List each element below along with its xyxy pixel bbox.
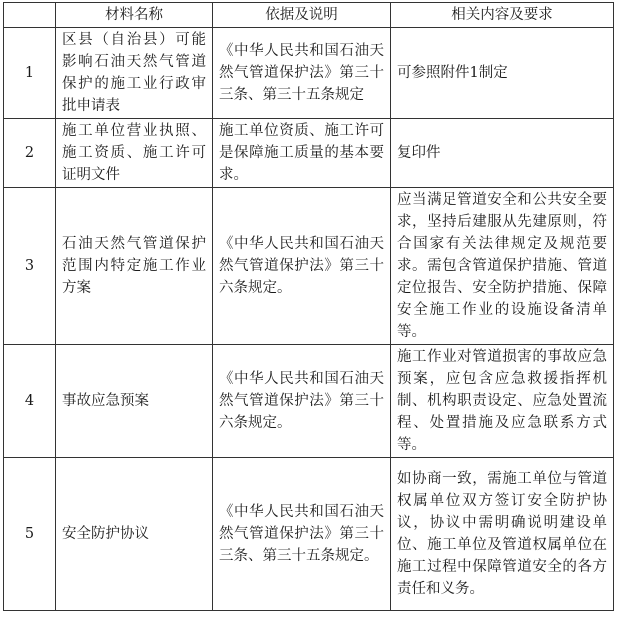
table-row — [4, 188, 614, 345]
row-basis: 《中华人民共和国石油天然气管道保护法》第三十六条规定。 — [213, 188, 391, 345]
row-requirements: 施工作业对管道损害的事故应急预案，应包含应急救援指挥机制、机构职责设定、应急处置流程、处置措施及应急联系方式等。 — [391, 345, 614, 458]
row-material-name: 施工单位营业执照、施工资质、施工许可证明文件 — [56, 119, 213, 188]
row-basis: 施工单位资质、施工许可是保障施工质量的基本要求。 — [213, 119, 391, 188]
table-row — [4, 28, 614, 119]
table-row — [4, 119, 614, 188]
row-index: 5 — [4, 458, 56, 611]
row-material-name: 区县（自治县）可能影响石油天然气管道保护的施工业行政审批申请表 — [56, 28, 213, 119]
row-requirements: 可参照附件1制定 — [391, 28, 614, 119]
row-index: 3 — [4, 188, 56, 345]
header-material-name: 材料名称 — [56, 3, 213, 28]
row-requirements: 如协商一致，需施工单位与管道权属单位双方签订安全防护协议，协议中需明确说明建设单位、施工单位及管道权属单位在施工过程中保障管道安全的各方责任和义务。 — [391, 458, 614, 611]
row-material-name: 安全防护协议 — [56, 458, 213, 611]
table-header-row — [4, 3, 614, 28]
row-index: 2 — [4, 119, 56, 188]
row-material-name: 事故应急预案 — [56, 345, 213, 458]
row-index: 1 — [4, 28, 56, 119]
materials-table — [3, 2, 614, 611]
header-requirements: 相关内容及要求 — [391, 3, 614, 28]
row-requirements: 复印件 — [391, 119, 614, 188]
header-basis: 依据及说明 — [213, 3, 391, 28]
table-row — [4, 458, 614, 611]
row-basis: 《中华人民共和国石油天然气管道保护法》第三十三条、第三十五条规定。 — [213, 458, 391, 611]
header-index — [4, 3, 56, 28]
row-index: 4 — [4, 345, 56, 458]
row-requirements: 应当满足管道安全和公共安全要求，坚持后建服从先建原则，符合国家有关法律规定及规范要求。需包含管道保护措施、管道定位报告、安全防护措施、保障安全施工作业的设施设备清单等。 — [391, 188, 614, 345]
table-row — [4, 345, 614, 458]
row-material-name: 石油天然气管道保护范围内特定施工作业方案 — [56, 188, 213, 345]
row-basis: 《中华人民共和国石油天然气管道保护法》第三十六条规定。 — [213, 345, 391, 458]
row-basis: 《中华人民共和国石油天然气管道保护法》第三十三条、第三十五条规定 — [213, 28, 391, 119]
